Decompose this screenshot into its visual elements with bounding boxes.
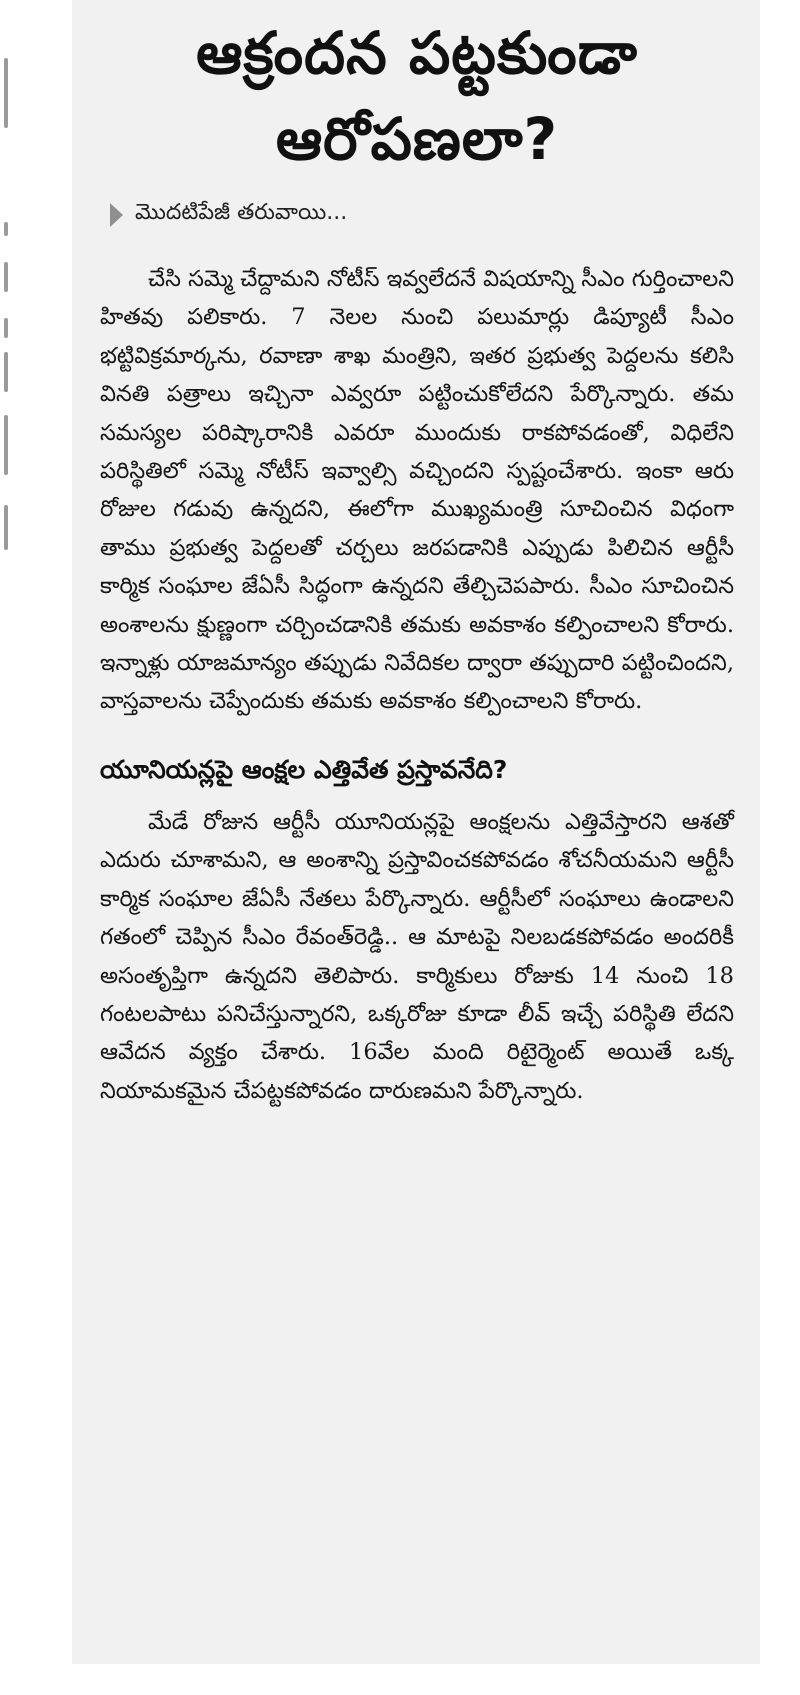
adjacent-column-edge [0,0,16,1695]
headline-line-2: ఆరోపణలా? [275,105,559,173]
body-paragraph-1: చేసి సమ్మె చేద్దామని నోటీస్ ఇవ్వలేదనే విషయాన్ని సీఎం గుర్తించాలని హితవు పలికారు. 7 నెలల నుంచి పలుమార్లు డిప్యూటీ సీఎం భట్టివిక్రమార్కను, రవాణా శాఖ మంత్రిని, ఇతర ప్రభుత్వ పెద్దలను కలిసి వినతి పత్రాలు ఇచ్చినా ఎవ్వరూ పట్టించుకోలేదని పేర్కొన్నారు. తమ సమస్యల పరిష్కారానికి ఎవరూ ముందుకు రాకపోవడంతో, విధిలేని పరిస్థితిలో సమ్మె నోటీస్ ఇవ్వాల్సి వచ్చిందని స్పష్టంచేశారు. ఇంకా ఆరు రోజుల గడువు ఉన్నదని, ఈలోగా ముఖ్యమంత్రి సూచించిన విధంగా తాము ప్రభుత్వ పెద్దలతో చర్చలు జరపడానికి ఎప్పుడు పిలిచిన ఆర్టీసీ కార్మిక సంఘాల జేఏసీ సిద్ధంగా ఉన్నదని తేల్చిచెపపారు. సీఎం సూచించిన అంశాలను క్షుణ్ణంగా చర్చించడానికి తమకు అవకాశం కల్పించాలని కోరారు. ఇన్నాళ్లు యాజమాన్యం తప్పుడు నివేదికల ద్వారా తప్పుదారి పట్టించిందని, వాస్తవాలను చెప్పేందుకు తమకు అవకాశం కల్పించాలని కోరారు. [100,266,734,715]
continued-text: మొదటిపేజీ తరువాయి... [135,200,348,225]
continued-from-label [100,200,734,230]
article-column [72,0,760,1664]
sub-heading: యూనియన్లపై ఆంక్షల ఎత్తివేత ప్రస్తావనేది? [100,754,508,784]
headline-line-1: ఆక్రందన పట్టకుండా [196,19,638,87]
triangle-arrow-icon [110,203,123,227]
body-paragraph-2: మేడే రోజున ఆర్టీసీ యూనియన్లపై ఆంక్షలను ఎత్తివేస్తారని ఆశతో ఎదురు చూశామని, ఆ అంశాన్ని ప్రస్తావించకపోవడం శోచనీయమని ఆర్టీసీ కార్మిక సంఘాల జేఏసీ నేతలు పేర్కొన్నారు. ఆర్టీసీలో సంఘాలు ఉండాలని గతంలో చెప్పిన సీఎం రేవంత్‌రెడ్డి.. ఆ మాటపై నిలబడకపోవడం అందరికీ అసంతృప్తిగా ఉన్నదని తెలిపారు. కార్మికులు రోజుకు 14 నుంచి 18 గంటలపాటు పనిచేస్తున్నారని, ఒక్కరోజు కూడా లీవ్ ఇచ్చే పరిస్థితి లేదని ఆవేదన వ్యక్తం చేశారు. 16వేల మంది రిటైర్మెంట్ అయితే ఒక్క నియామకమైన చేపట్టకపోవడం దారుణమని పేర్కొన్నారు. [100,808,734,1104]
headline [100,10,734,182]
